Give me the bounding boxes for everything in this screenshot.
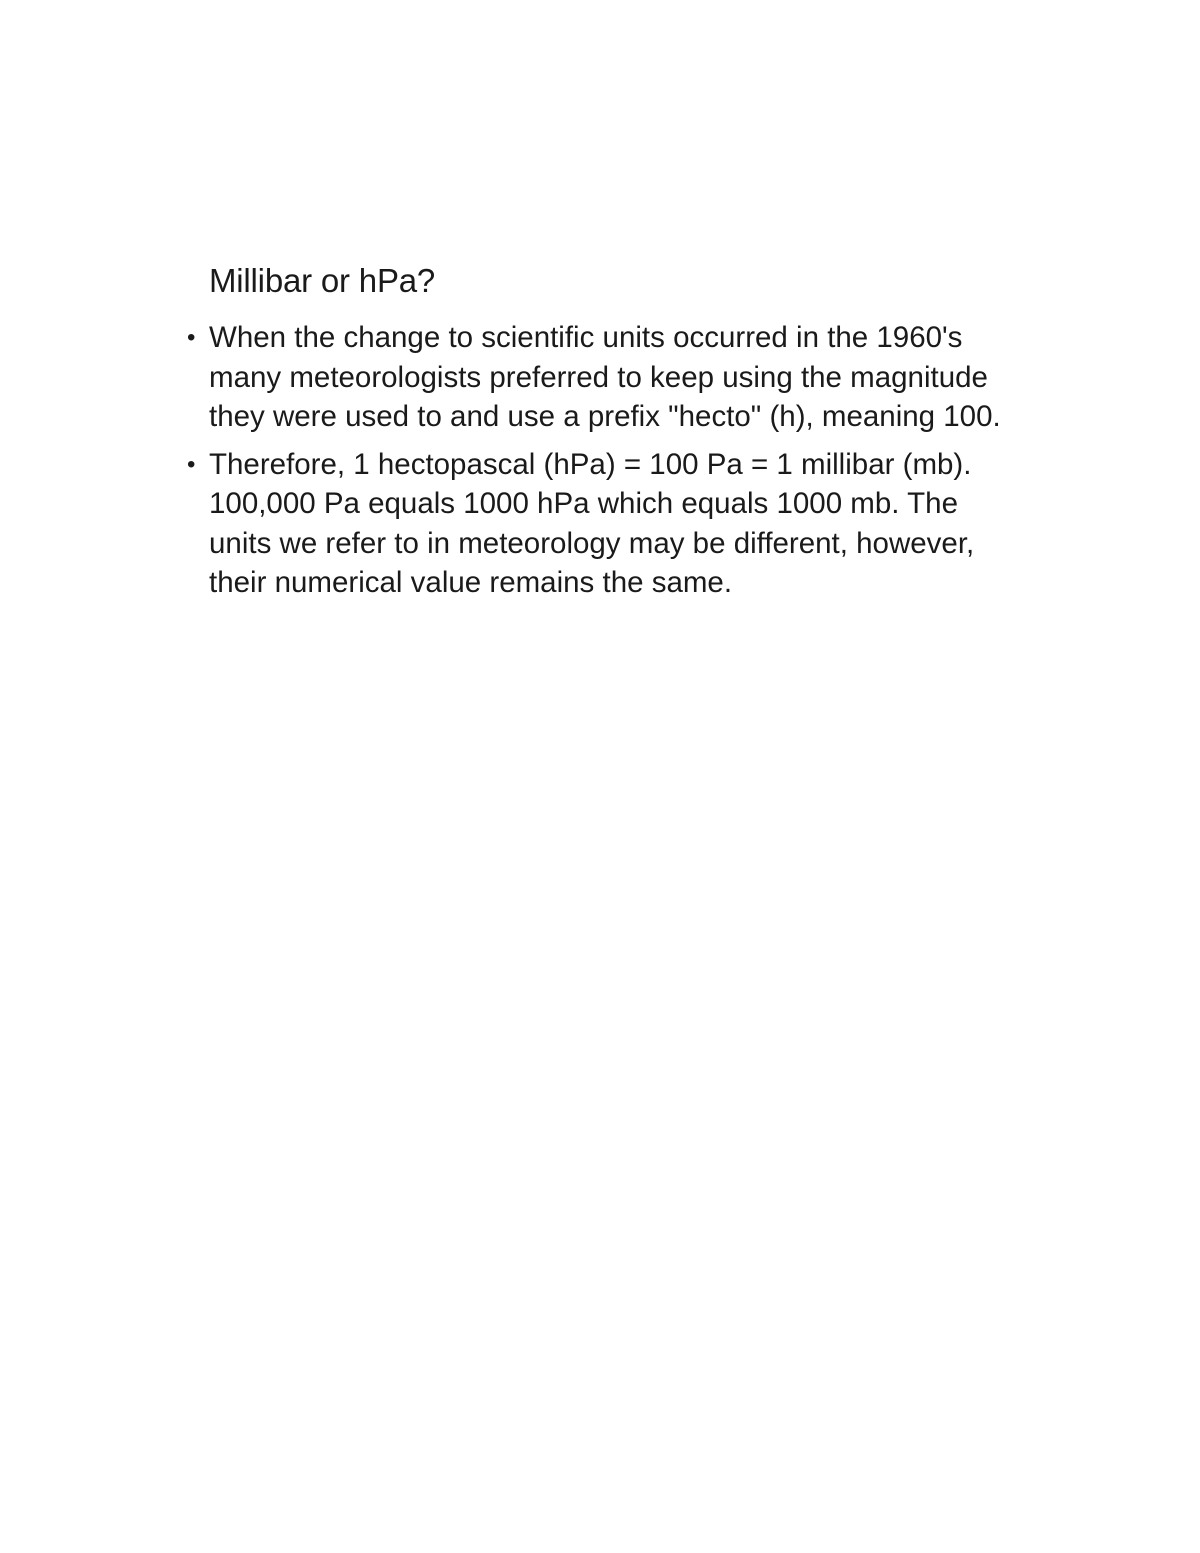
- bullet-list: [185, 318, 1015, 603]
- bullet-icon: •: [187, 450, 196, 478]
- bullet-item: [185, 445, 1015, 603]
- bullet-text: Therefore, 1 hectopascal (hPa) = 100 Pa = 1 millibar (mb). 100,000 Pa equals 1000 hPa which equals 1000 mb. The units we refer to in meteorology may be different, however, their numerical value remains the same.: [209, 447, 975, 599]
- bullet-icon: •: [187, 324, 196, 351]
- bullet-item: [185, 318, 1015, 437]
- slide-title: Millibar or hPa?: [209, 262, 436, 299]
- bullet-text: When the change to scientific units occurred in the 1960's many meteorologists preferred to keep using the magnitude they were used to and use a prefix "hecto" (h), meaning 100.: [209, 321, 1001, 433]
- slide-content: [185, 258, 1015, 611]
